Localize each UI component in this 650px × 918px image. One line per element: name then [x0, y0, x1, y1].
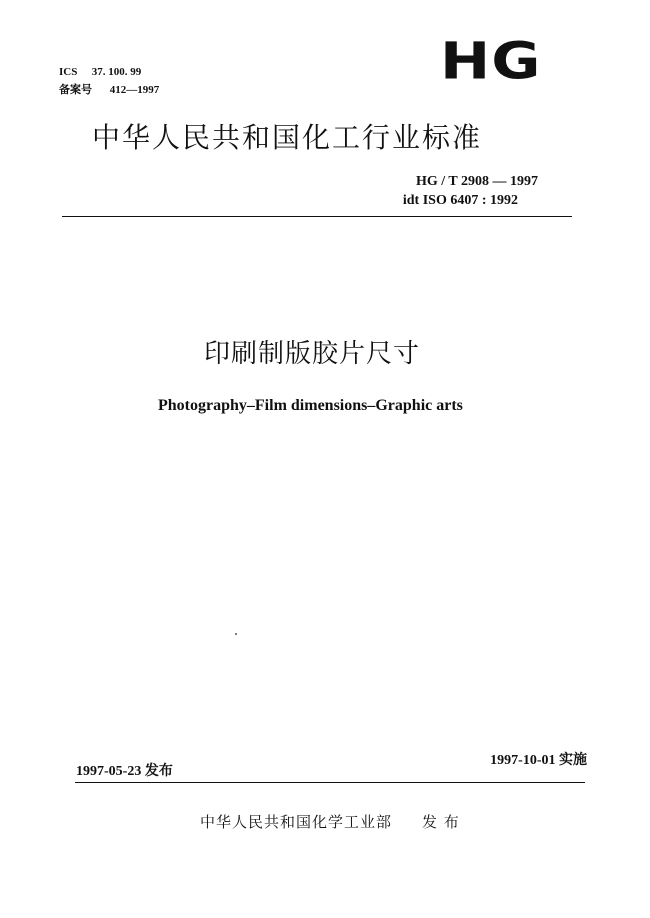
record-number-line	[59, 84, 159, 97]
issue-date: 1997-05-23 发布	[76, 764, 173, 779]
hg-logo: HG	[440, 31, 542, 92]
header-divider	[62, 216, 572, 217]
publisher-action: 发 布	[422, 813, 460, 831]
standard-type-heading: 中华人民共和国化工行业标准	[92, 121, 483, 154]
publisher-name: 中华人民共和国化学工业部	[200, 813, 393, 831]
ics-value: 37. 100. 99	[91, 66, 142, 78]
scan-speck	[235, 633, 237, 635]
equivalent-standard: idt ISO 6407 : 1992	[402, 193, 518, 208]
standard-number: HG / T 2908 — 1997	[415, 174, 538, 189]
document-title-en: Photography–Film dimensions–Graphic arts	[158, 397, 463, 414]
footer-divider	[75, 782, 585, 783]
publisher-line	[200, 813, 460, 831]
ics-line	[59, 66, 141, 79]
implementation-date: 1997-10-01 实施	[490, 753, 587, 768]
ics-label: ICS	[59, 66, 78, 78]
record-number-label: 备案号	[59, 84, 92, 96]
record-number-value: 412—1997	[109, 84, 160, 96]
document-title-cn: 印刷制版胶片尺寸	[204, 339, 421, 369]
